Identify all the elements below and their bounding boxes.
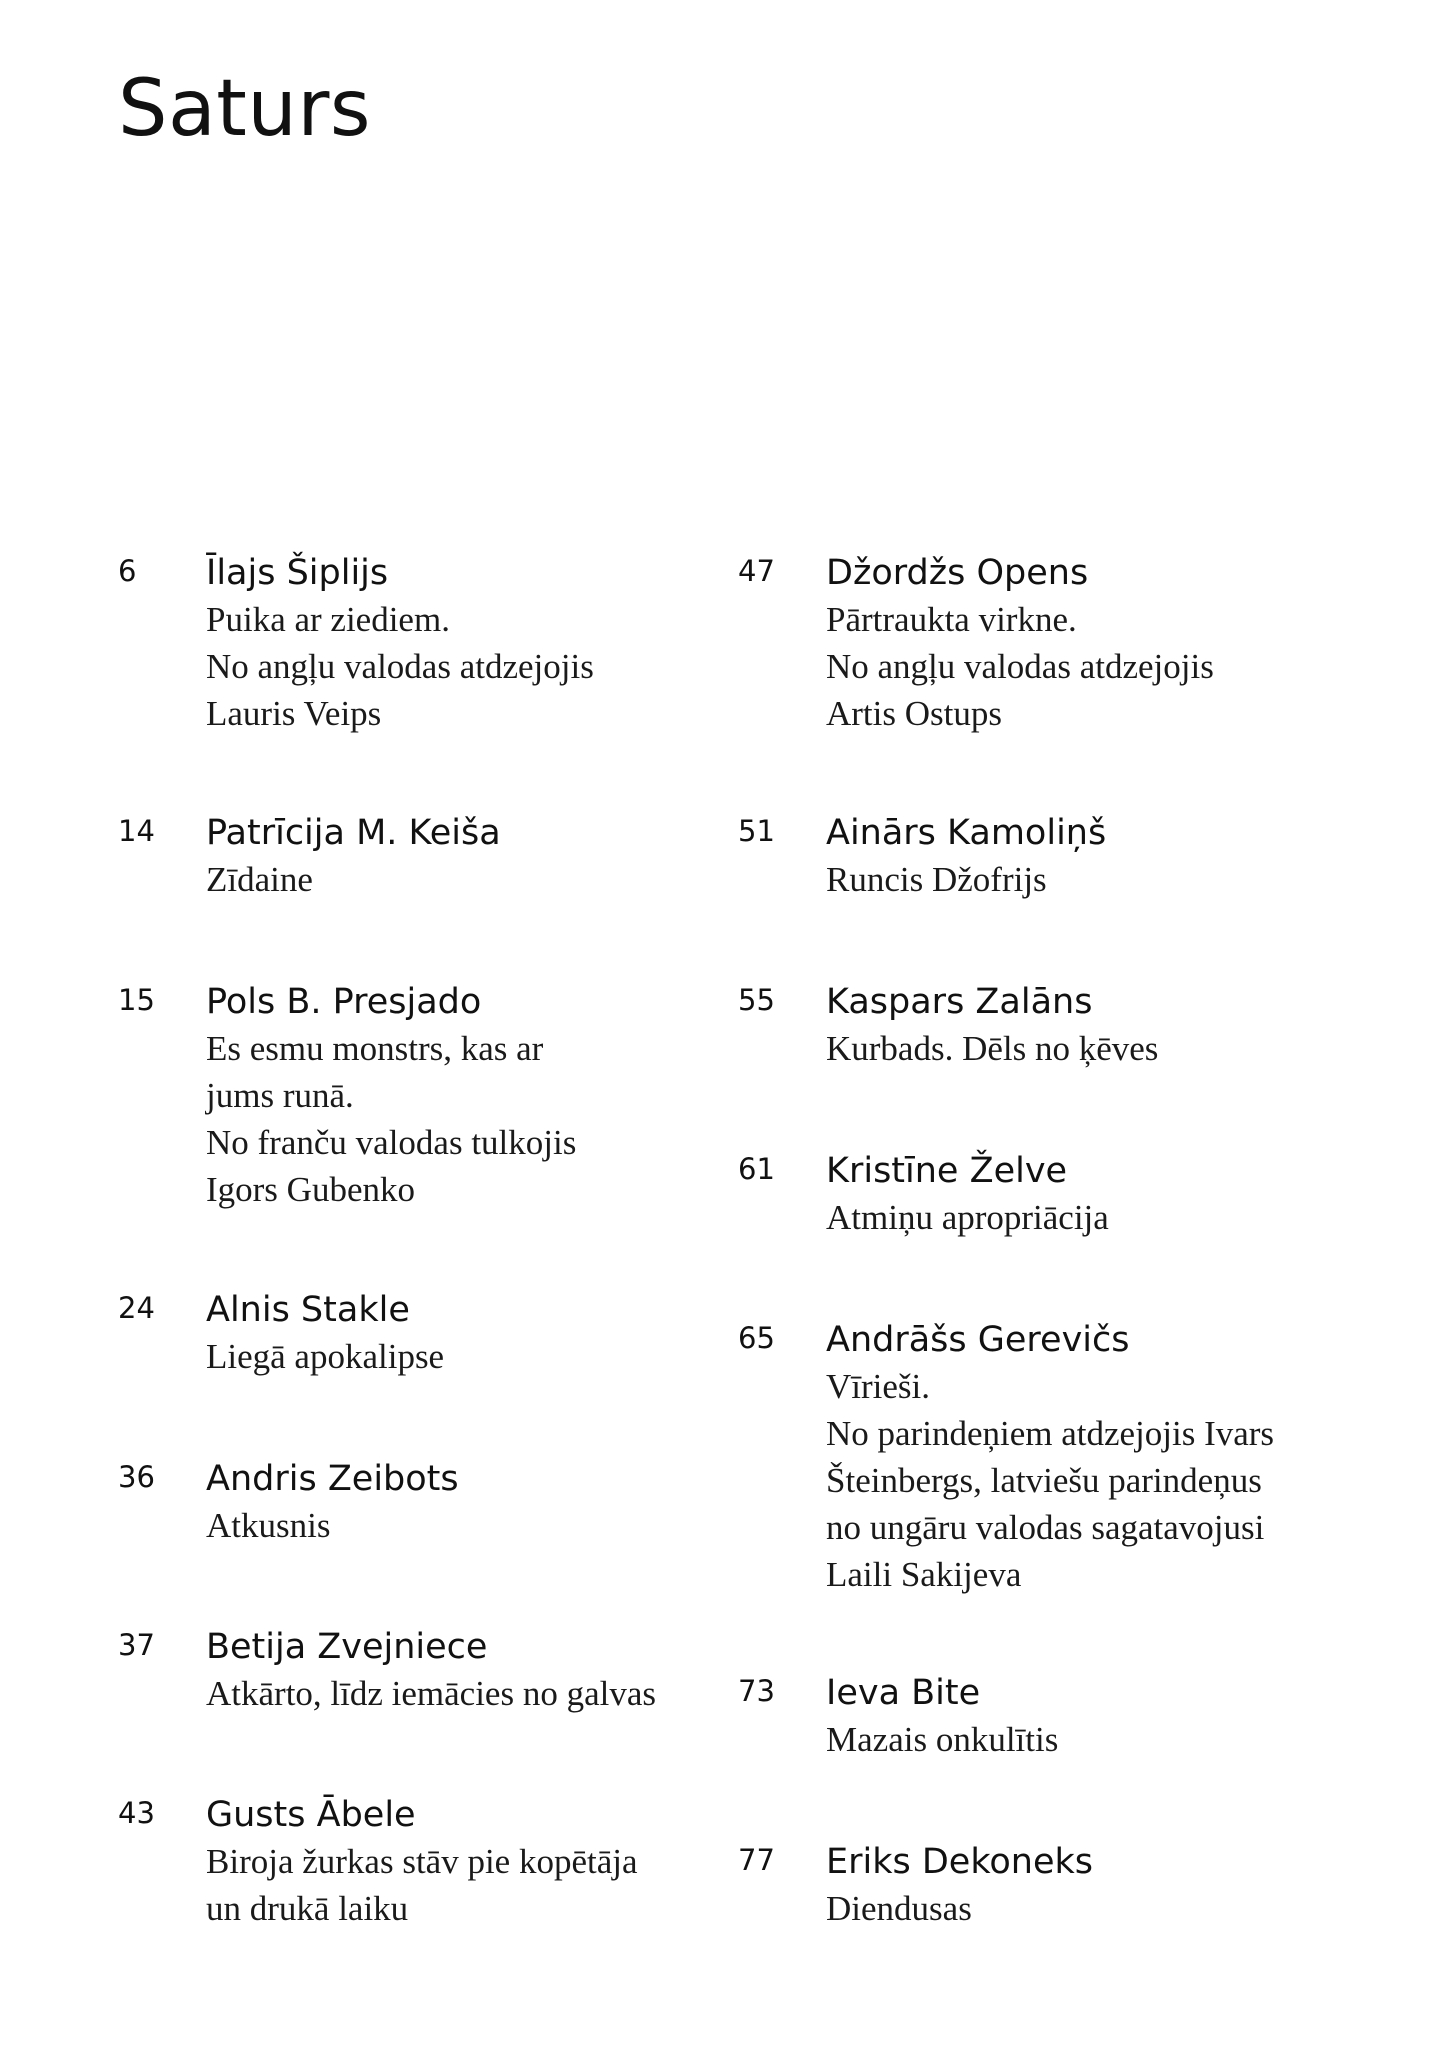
toc-author: Eriks Dekoneks bbox=[826, 1842, 1093, 1882]
toc-work-title: Kurbads. Dēls no ķēves bbox=[826, 1029, 1159, 1068]
toc-page-number: 73 bbox=[738, 1674, 775, 1708]
toc-author: Ainārs Kamoliņš bbox=[826, 813, 1107, 853]
toc-author: Kaspars Zalāns bbox=[826, 982, 1093, 1022]
toc-work-title: Mazais onkulītis bbox=[826, 1720, 1059, 1759]
toc-work-title: Atkusnis bbox=[206, 1506, 331, 1545]
toc-author: Alnis Stakle bbox=[206, 1290, 410, 1330]
toc-work-title: Puika ar ziediem. No angļu valodas atdzejojis Lauris Veips bbox=[206, 600, 594, 733]
toc-page-number: 6 bbox=[118, 554, 137, 588]
page-title: Saturs bbox=[118, 64, 372, 154]
toc-author: Gusts Ābele bbox=[206, 1795, 416, 1835]
toc-work-title: Pārtraukta virkne. No angļu valodas atdzejojis Artis Ostups bbox=[826, 600, 1214, 733]
toc-author: Pols B. Presjado bbox=[206, 982, 482, 1022]
toc-work-title: Diendusas bbox=[826, 1889, 972, 1928]
toc-page-number: 37 bbox=[118, 1628, 155, 1662]
toc-left-column bbox=[118, 0, 738, 2050]
toc-page-number: 24 bbox=[118, 1291, 155, 1325]
toc-author: Kristīne Želve bbox=[826, 1151, 1068, 1191]
toc-author: Ieva Bite bbox=[826, 1673, 981, 1713]
toc-author: Džordžs Opens bbox=[826, 553, 1089, 593]
toc-page-number: 47 bbox=[738, 554, 775, 588]
toc-page-number: 65 bbox=[738, 1321, 775, 1355]
toc-work-title: Zīdaine bbox=[206, 860, 313, 899]
toc-work-title: Atmiņu apropriācija bbox=[826, 1198, 1109, 1237]
toc-page-number: 43 bbox=[118, 1796, 155, 1830]
toc-work-title: Biroja žurkas stāv pie kopētāja un drukā laiku bbox=[206, 1842, 638, 1928]
toc-work-title: Vīrieši. No parindeņiem atdzejojis Ivars Šteinbergs, latviešu parindeņus no ungāru valodas sagatavojusi Laili Sakijeva bbox=[826, 1367, 1275, 1594]
toc-author: Betija Zvejniece bbox=[206, 1627, 488, 1667]
toc-work-title: Atkārto, līdz iemācies no galvas bbox=[206, 1674, 656, 1713]
toc-page-number: 55 bbox=[738, 983, 775, 1017]
toc-page-number: 36 bbox=[118, 1460, 155, 1494]
toc-right-column bbox=[738, 0, 1358, 2050]
toc-author: Andris Zeibots bbox=[206, 1459, 459, 1499]
toc-page-number: 14 bbox=[118, 814, 155, 848]
toc-page-number: 15 bbox=[118, 983, 155, 1017]
toc-work-title: Runcis Džofrijs bbox=[826, 860, 1047, 899]
toc-page-number: 61 bbox=[738, 1152, 775, 1186]
toc-work-title: Liegā apokalipse bbox=[206, 1337, 445, 1376]
toc-author: Īlajs Šiplijs bbox=[206, 553, 389, 593]
toc-page-number: 77 bbox=[738, 1843, 775, 1877]
toc-author: Andrāšs Gerevičs bbox=[826, 1320, 1130, 1360]
toc-page-number: 51 bbox=[738, 814, 775, 848]
toc-work-title: Es esmu monstrs, kas ar jums runā. No franču valodas tulkojis Igors Gubenko bbox=[206, 1029, 577, 1209]
toc-author: Patrīcija M. Keiša bbox=[206, 813, 501, 853]
